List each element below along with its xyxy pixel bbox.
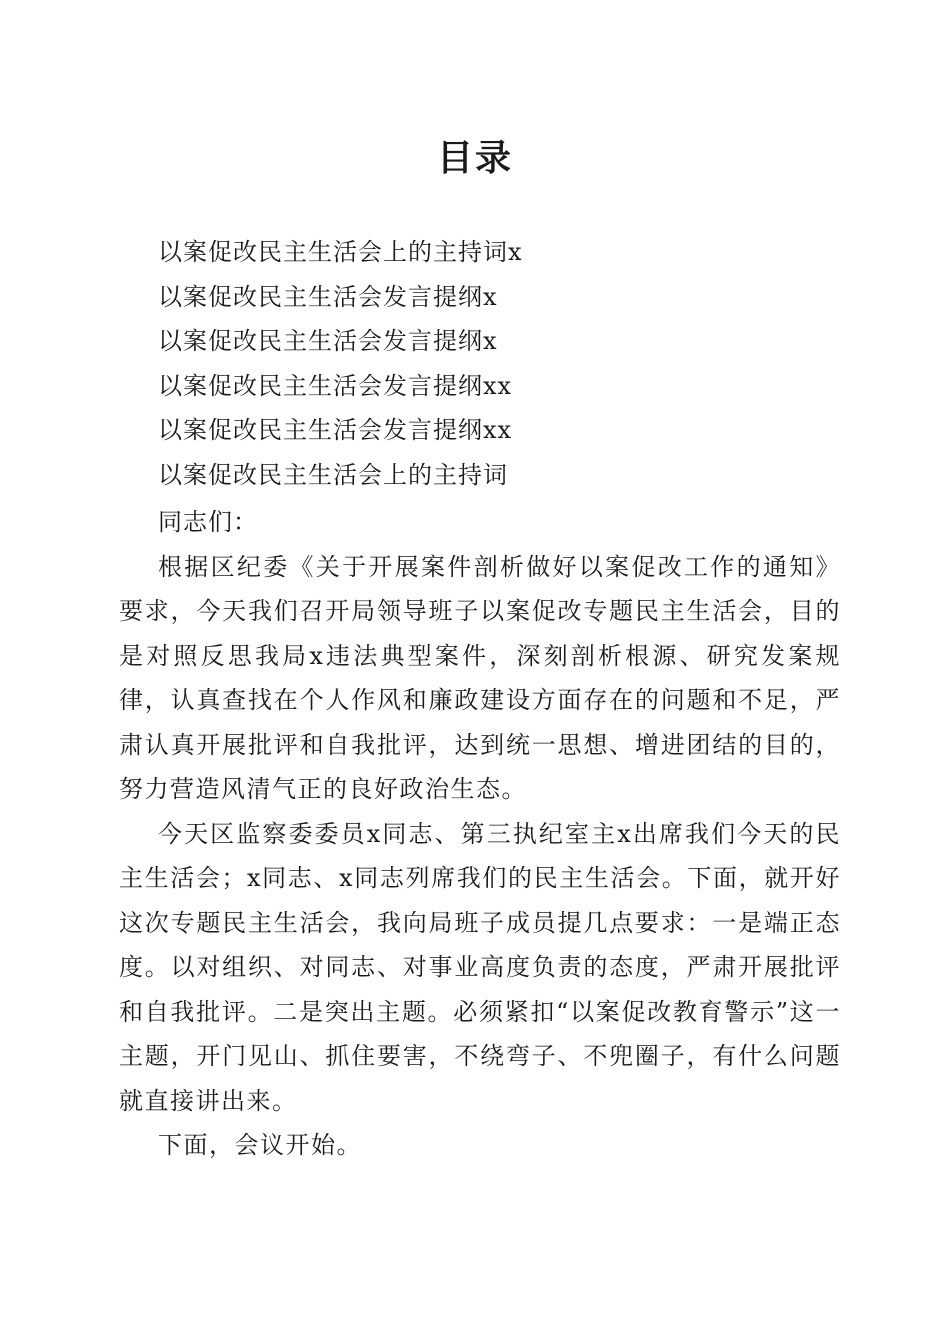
toc-item-4: 以案促改民主生活会发言提纲xx xyxy=(158,371,513,400)
toc-item-2: 以案促改民主生活会发言提纲x xyxy=(158,282,498,311)
salutation: 同志们： xyxy=(158,508,258,536)
toc-item-1: 以案促改民主生活会上的主持词x xyxy=(158,238,523,266)
toc-item-3: 以案促改民主生活会发言提纲x xyxy=(158,327,498,355)
paragraph-2: 今天区监察委委员x同志、第三执纪室主x出席我们今天的民主生活会；x同志、x同志列席我们的民主生活会。下面，就开好这次专题民主生活会，我向局班子成员提几点要求：一是端正态度。以对组织、对同志、对事业高度负责的态度，严肃开展批评和自我批评。二是突出主题。必须紧扣“以案促改教育警示”这一主题，开门见山、抓住要害，不绕弯子、不兜圈子，有什么问题就直接讲出来。 xyxy=(119,819,841,1115)
page-title: 目录 xyxy=(436,137,513,179)
paragraph-1: 根据区纪委《关于开展案件剖析做好以案促改工作的通知》要求，今天我们召开局领导班子以案促改专题民主生活会，目的是对照反思我局x违法典型案件，深刻剖析根源、研究发案规律，认真查找在个人作风和廉政建设方面存在的问题和不足，严肃认真开展批评和自我批评，达到统一思想、增进团结的目的，努力营造风清气正的良好政治生态。 xyxy=(119,552,841,803)
speech-body xyxy=(119,500,841,1168)
table-of-contents xyxy=(158,230,858,497)
paragraph-3: 下面，会议开始。 xyxy=(158,1131,362,1159)
toc-item-5: 以案促改民主生活会发言提纲xx xyxy=(158,416,513,444)
toc-item-6: 以案促改民主生活会上的主持词 xyxy=(158,460,508,489)
